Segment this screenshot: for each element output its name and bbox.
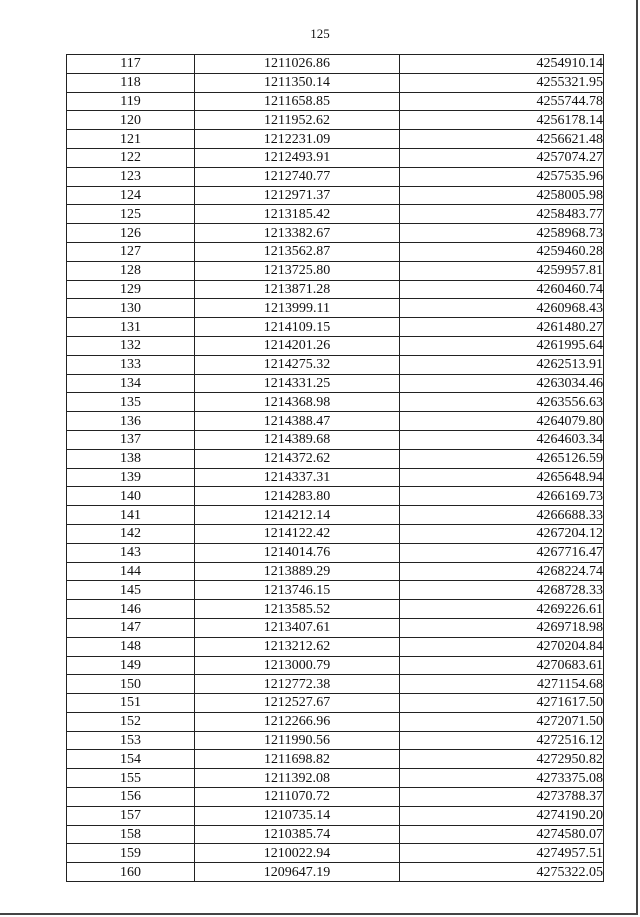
point-number-cell: 144 xyxy=(67,562,195,581)
table-row xyxy=(67,506,604,525)
point-number-cell: 121 xyxy=(67,130,195,149)
table-row xyxy=(67,111,604,130)
point-number-cell: 147 xyxy=(67,618,195,637)
table-row xyxy=(67,788,604,807)
y-coordinate-cell: 4260968.43 xyxy=(400,299,604,318)
x-coordinate-cell: 1212740.77 xyxy=(195,167,400,186)
x-coordinate-cell: 1210022.94 xyxy=(195,844,400,863)
table-row xyxy=(67,468,604,487)
point-number-cell: 141 xyxy=(67,506,195,525)
x-coordinate-cell: 1211026.86 xyxy=(195,55,400,74)
x-coordinate-cell: 1214014.76 xyxy=(195,543,400,562)
y-coordinate-cell: 4259957.81 xyxy=(400,261,604,280)
table-row xyxy=(67,581,604,600)
y-coordinate-cell: 4271154.68 xyxy=(400,675,604,694)
table-row xyxy=(67,543,604,562)
table-row xyxy=(67,825,604,844)
y-coordinate-cell: 4265126.59 xyxy=(400,449,604,468)
page-number: 125 xyxy=(310,26,330,41)
x-coordinate-cell: 1212231.09 xyxy=(195,130,400,149)
x-coordinate-cell: 1210735.14 xyxy=(195,806,400,825)
x-coordinate-cell: 1213407.61 xyxy=(195,618,400,637)
y-coordinate-cell: 4266169.73 xyxy=(400,487,604,506)
point-number-cell: 118 xyxy=(67,73,195,92)
point-number-cell: 145 xyxy=(67,581,195,600)
y-coordinate-cell: 4261480.27 xyxy=(400,318,604,337)
y-coordinate-cell: 4261995.64 xyxy=(400,336,604,355)
coordinates-table-body xyxy=(67,55,604,882)
y-coordinate-cell: 4274190.20 xyxy=(400,806,604,825)
x-coordinate-cell: 1214109.15 xyxy=(195,318,400,337)
point-number-cell: 146 xyxy=(67,600,195,619)
table-row xyxy=(67,393,604,412)
table-row xyxy=(67,694,604,713)
table-row xyxy=(67,224,604,243)
y-coordinate-cell: 4255321.95 xyxy=(400,73,604,92)
table-row xyxy=(67,261,604,280)
table-row xyxy=(67,430,604,449)
x-coordinate-cell: 1213562.87 xyxy=(195,242,400,261)
y-coordinate-cell: 4265648.94 xyxy=(400,468,604,487)
x-coordinate-cell: 1211698.82 xyxy=(195,750,400,769)
point-number-cell: 156 xyxy=(67,788,195,807)
point-number-cell: 155 xyxy=(67,769,195,788)
x-coordinate-cell: 1214337.31 xyxy=(195,468,400,487)
point-number-cell: 149 xyxy=(67,656,195,675)
table-row xyxy=(67,844,604,863)
x-coordinate-cell: 1213185.42 xyxy=(195,205,400,224)
point-number-cell: 120 xyxy=(67,111,195,130)
y-coordinate-cell: 4267716.47 xyxy=(400,543,604,562)
table-row xyxy=(67,92,604,111)
point-number-cell: 135 xyxy=(67,393,195,412)
x-coordinate-cell: 1210385.74 xyxy=(195,825,400,844)
table-row xyxy=(67,73,604,92)
table-row xyxy=(67,186,604,205)
y-coordinate-cell: 4257074.27 xyxy=(400,148,604,167)
table-row xyxy=(67,130,604,149)
point-number-cell: 152 xyxy=(67,712,195,731)
y-coordinate-cell: 4268224.74 xyxy=(400,562,604,581)
x-coordinate-cell: 1211392.08 xyxy=(195,769,400,788)
x-coordinate-cell: 1214368.98 xyxy=(195,393,400,412)
y-coordinate-cell: 4269226.61 xyxy=(400,600,604,619)
x-coordinate-cell: 1213871.28 xyxy=(195,280,400,299)
table-row xyxy=(67,55,604,74)
x-coordinate-cell: 1213585.52 xyxy=(195,600,400,619)
point-number-cell: 134 xyxy=(67,374,195,393)
table-row xyxy=(67,299,604,318)
table-row xyxy=(67,712,604,731)
x-coordinate-cell: 1209647.19 xyxy=(195,863,400,882)
table-row xyxy=(67,524,604,543)
point-number-cell: 158 xyxy=(67,825,195,844)
y-coordinate-cell: 4274957.51 xyxy=(400,844,604,863)
table-row xyxy=(67,318,604,337)
y-coordinate-cell: 4256178.14 xyxy=(400,111,604,130)
y-coordinate-cell: 4255744.78 xyxy=(400,92,604,111)
x-coordinate-cell: 1214283.80 xyxy=(195,487,400,506)
y-coordinate-cell: 4257535.96 xyxy=(400,167,604,186)
table-row xyxy=(67,675,604,694)
y-coordinate-cell: 4263034.46 xyxy=(400,374,604,393)
y-coordinate-cell: 4263556.63 xyxy=(400,393,604,412)
x-coordinate-cell: 1212527.67 xyxy=(195,694,400,713)
point-number-cell: 125 xyxy=(67,205,195,224)
y-coordinate-cell: 4274580.07 xyxy=(400,825,604,844)
x-coordinate-cell: 1211990.56 xyxy=(195,731,400,750)
point-number-cell: 138 xyxy=(67,449,195,468)
y-coordinate-cell: 4267204.12 xyxy=(400,524,604,543)
point-number-cell: 143 xyxy=(67,543,195,562)
x-coordinate-cell: 1212493.91 xyxy=(195,148,400,167)
point-number-cell: 130 xyxy=(67,299,195,318)
table-row xyxy=(67,562,604,581)
y-coordinate-cell: 4268728.33 xyxy=(400,581,604,600)
table-row xyxy=(67,656,604,675)
point-number-cell: 127 xyxy=(67,242,195,261)
x-coordinate-cell: 1211350.14 xyxy=(195,73,400,92)
point-number-cell: 122 xyxy=(67,148,195,167)
point-number-cell: 117 xyxy=(67,55,195,74)
y-coordinate-cell: 4272950.82 xyxy=(400,750,604,769)
table-row xyxy=(67,600,604,619)
x-coordinate-cell: 1212971.37 xyxy=(195,186,400,205)
point-number-cell: 157 xyxy=(67,806,195,825)
point-number-cell: 129 xyxy=(67,280,195,299)
point-number-cell: 151 xyxy=(67,694,195,713)
table-row xyxy=(67,374,604,393)
y-coordinate-cell: 4264603.34 xyxy=(400,430,604,449)
x-coordinate-cell: 1212772.38 xyxy=(195,675,400,694)
y-coordinate-cell: 4259460.28 xyxy=(400,242,604,261)
x-coordinate-cell: 1214275.32 xyxy=(195,355,400,374)
y-coordinate-cell: 4270204.84 xyxy=(400,637,604,656)
table-row xyxy=(67,412,604,431)
x-coordinate-cell: 1214389.68 xyxy=(195,430,400,449)
point-number-cell: 139 xyxy=(67,468,195,487)
x-coordinate-cell: 1213725.80 xyxy=(195,261,400,280)
table-row xyxy=(67,769,604,788)
point-number-cell: 148 xyxy=(67,637,195,656)
x-coordinate-cell: 1211658.85 xyxy=(195,92,400,111)
x-coordinate-cell: 1214122.42 xyxy=(195,524,400,543)
y-coordinate-cell: 4260460.74 xyxy=(400,280,604,299)
table-row xyxy=(67,242,604,261)
point-number-cell: 142 xyxy=(67,524,195,543)
point-number-cell: 132 xyxy=(67,336,195,355)
table-row xyxy=(67,449,604,468)
point-number-cell: 140 xyxy=(67,487,195,506)
x-coordinate-cell: 1213382.67 xyxy=(195,224,400,243)
table-row xyxy=(67,205,604,224)
table-row xyxy=(67,637,604,656)
table-row xyxy=(67,167,604,186)
point-number-cell: 128 xyxy=(67,261,195,280)
x-coordinate-cell: 1213889.29 xyxy=(195,562,400,581)
x-coordinate-cell: 1214388.47 xyxy=(195,412,400,431)
point-number-cell: 123 xyxy=(67,167,195,186)
table-row xyxy=(67,618,604,637)
point-number-cell: 119 xyxy=(67,92,195,111)
x-coordinate-cell: 1211070.72 xyxy=(195,788,400,807)
x-coordinate-cell: 1214201.26 xyxy=(195,336,400,355)
y-coordinate-cell: 4272071.50 xyxy=(400,712,604,731)
point-number-cell: 126 xyxy=(67,224,195,243)
point-number-cell: 153 xyxy=(67,731,195,750)
table-row xyxy=(67,336,604,355)
x-coordinate-cell: 1213000.79 xyxy=(195,656,400,675)
table-row xyxy=(67,280,604,299)
point-number-cell: 159 xyxy=(67,844,195,863)
y-coordinate-cell: 4271617.50 xyxy=(400,694,604,713)
point-number-cell: 131 xyxy=(67,318,195,337)
point-number-cell: 154 xyxy=(67,750,195,769)
x-coordinate-cell: 1213999.11 xyxy=(195,299,400,318)
point-number-cell: 136 xyxy=(67,412,195,431)
point-number-cell: 137 xyxy=(67,430,195,449)
y-coordinate-cell: 4272516.12 xyxy=(400,731,604,750)
table-row xyxy=(67,731,604,750)
y-coordinate-cell: 4258968.73 xyxy=(400,224,604,243)
table-row xyxy=(67,148,604,167)
point-number-cell: 124 xyxy=(67,186,195,205)
y-coordinate-cell: 4254910.14 xyxy=(400,55,604,74)
x-coordinate-cell: 1214331.25 xyxy=(195,374,400,393)
x-coordinate-cell: 1213212.62 xyxy=(195,637,400,656)
y-coordinate-cell: 4258005.98 xyxy=(400,186,604,205)
table-row xyxy=(67,355,604,374)
x-coordinate-cell: 1214372.62 xyxy=(195,449,400,468)
y-coordinate-cell: 4264079.80 xyxy=(400,412,604,431)
y-coordinate-cell: 4273375.08 xyxy=(400,769,604,788)
y-coordinate-cell: 4256621.48 xyxy=(400,130,604,149)
point-number-cell: 160 xyxy=(67,863,195,882)
table-row xyxy=(67,750,604,769)
y-coordinate-cell: 4273788.37 xyxy=(400,788,604,807)
x-coordinate-cell: 1213746.15 xyxy=(195,581,400,600)
point-number-cell: 133 xyxy=(67,355,195,374)
y-coordinate-cell: 4262513.91 xyxy=(400,355,604,374)
y-coordinate-cell: 4269718.98 xyxy=(400,618,604,637)
y-coordinate-cell: 4258483.77 xyxy=(400,205,604,224)
x-coordinate-cell: 1212266.96 xyxy=(195,712,400,731)
point-number-cell: 150 xyxy=(67,675,195,694)
x-coordinate-cell: 1214212.14 xyxy=(195,506,400,525)
y-coordinate-cell: 4266688.33 xyxy=(400,506,604,525)
table-row xyxy=(67,487,604,506)
table-row xyxy=(67,806,604,825)
table-row xyxy=(67,863,604,882)
x-coordinate-cell: 1211952.62 xyxy=(195,111,400,130)
y-coordinate-cell: 4270683.61 xyxy=(400,656,604,675)
y-coordinate-cell: 4275322.05 xyxy=(400,863,604,882)
coordinates-table xyxy=(66,54,604,882)
